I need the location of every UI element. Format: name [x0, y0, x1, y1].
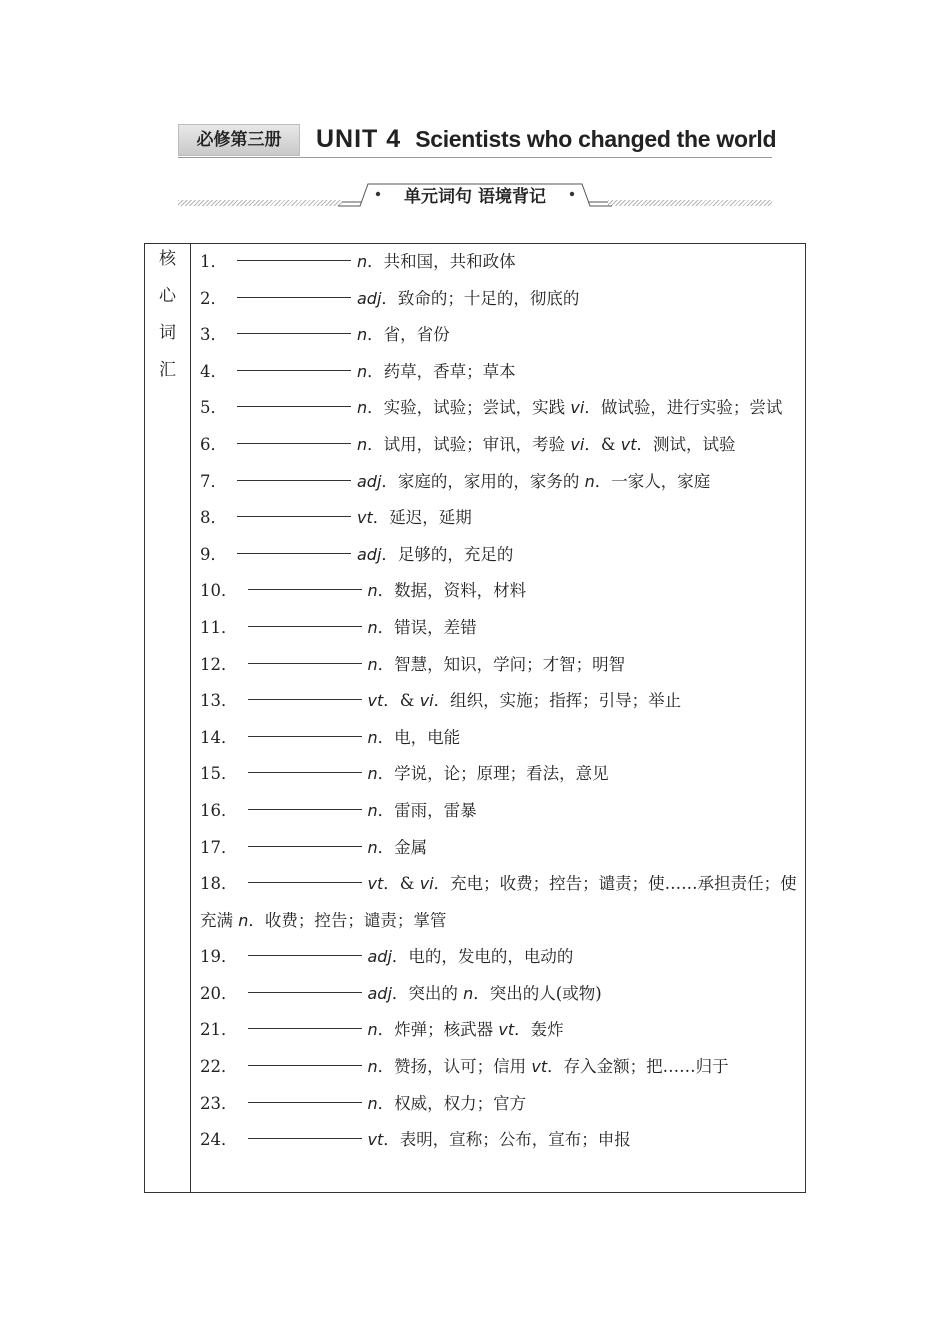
answer-blank[interactable]: [237, 405, 351, 407]
vocab-entry: [200, 427, 800, 464]
answer-blank[interactable]: [248, 1064, 362, 1066]
entry-definition: ．充电；收费；控告；谴责；使……承担责任；使充满: [200, 874, 797, 930]
vocab-entry: [200, 756, 800, 793]
part-of-speech: vt: [367, 874, 384, 894]
part-of-speech: n: [367, 837, 378, 857]
vocab-entry: [200, 830, 800, 867]
entry-definition: ．致命的；十足的，彻底的: [381, 288, 580, 308]
entry-number: 16．: [200, 800, 238, 820]
answer-blank[interactable]: [237, 552, 351, 554]
table-side-label: [145, 246, 190, 394]
entry-number: 14．: [200, 727, 238, 747]
entry-number: 3．: [200, 325, 227, 345]
part-of-speech: n: [367, 764, 378, 784]
entry-number: 15．: [200, 764, 238, 784]
unit-title: [316, 122, 776, 160]
vocab-entry: [200, 537, 800, 574]
entry-number: 24．: [200, 1130, 238, 1150]
part-of-speech: n: [367, 1093, 378, 1113]
part-of-speech: vt: [357, 508, 373, 528]
entry-definition: ．雷雨，雷暴: [377, 800, 477, 820]
entry-definition: ．试用，试验；审讯，考验: [367, 434, 571, 454]
entry-number: 4．: [200, 361, 227, 381]
answer-blank[interactable]: [248, 735, 362, 737]
entry-definition: ．&: [383, 691, 420, 711]
answer-blank[interactable]: [248, 1101, 362, 1103]
vocab-entry: [200, 244, 800, 281]
entry-definition: ．做试验，进行实验；尝试: [584, 398, 783, 418]
entry-definition: ．炸弹；核武器: [377, 1020, 499, 1040]
part-of-speech: adj: [357, 544, 382, 564]
vocab-entry: [200, 939, 800, 976]
part-of-speech: vi: [419, 874, 434, 894]
entry-definition: ．家庭的，家用的，家务的: [381, 471, 585, 491]
part-of-speech: adj: [357, 471, 382, 491]
part-of-speech: n: [357, 325, 368, 345]
entry-definition: ．药草，香草；草本: [367, 361, 516, 381]
part-of-speech: n: [367, 654, 378, 674]
answer-blank[interactable]: [237, 259, 351, 261]
vocab-entry: [200, 317, 800, 354]
entry-definition: ．智慧，知识，学问；才智；明智: [377, 654, 626, 674]
side-label-char: 核: [159, 249, 176, 269]
part-of-speech: adj: [357, 288, 382, 308]
answer-blank[interactable]: [248, 881, 362, 883]
entry-definition: ．足够的，充足的: [381, 544, 514, 564]
entry-number: 19．: [200, 947, 238, 967]
answer-blank[interactable]: [248, 1137, 362, 1139]
part-of-speech: n: [357, 361, 368, 381]
entry-definition: ．收费；控告；谴责；掌管: [248, 910, 447, 930]
entry-number: 12．: [200, 654, 238, 674]
part-of-speech: vt: [498, 1020, 515, 1040]
vocab-entry: [200, 464, 800, 501]
answer-blank[interactable]: [248, 625, 362, 627]
unit-name: Scientists who changed the world: [415, 126, 777, 152]
side-label-char: 词: [159, 323, 176, 343]
entry-definition: ．错误，差错: [377, 617, 477, 637]
entry-number: 21．: [200, 1020, 238, 1040]
part-of-speech: n: [367, 617, 378, 637]
entry-definition: ．轰炸: [514, 1020, 564, 1040]
entry-number: 17．: [200, 837, 238, 857]
part-of-speech: n: [357, 434, 368, 454]
part-of-speech: n: [238, 910, 249, 930]
entry-definition: ．权威，权力；官方: [377, 1093, 527, 1113]
part-of-speech: n: [357, 398, 368, 418]
vocabulary-entries: [200, 244, 800, 1159]
part-of-speech: n: [463, 983, 474, 1003]
vocab-entry: [200, 1086, 800, 1123]
entry-number: 10．: [200, 581, 238, 601]
entry-number: 22．: [200, 1057, 238, 1077]
answer-blank[interactable]: [248, 588, 362, 590]
vocab-entry: [200, 683, 800, 720]
entry-number: 11．: [200, 617, 238, 637]
entry-number: 1．: [200, 252, 227, 271]
entry-number: 13．: [200, 691, 238, 711]
part-of-speech: vi: [419, 691, 434, 711]
entry-number: 9．: [200, 544, 227, 564]
answer-blank[interactable]: [237, 369, 351, 371]
entry-definition: ．组织，实施；指挥；引导；举止: [433, 691, 682, 711]
answer-blank[interactable]: [248, 991, 362, 993]
part-of-speech: vi: [570, 434, 585, 454]
part-of-speech: vt: [620, 434, 637, 454]
header-rule: [178, 157, 772, 158]
entry-definition: ．电的，发电的，电动的: [391, 947, 574, 967]
answer-blank[interactable]: [248, 1027, 362, 1029]
answer-blank[interactable]: [248, 954, 362, 956]
section-banner: [178, 180, 772, 210]
answer-blank[interactable]: [237, 515, 351, 517]
entry-definition: ．学说，论；原理；看法，意见: [377, 764, 609, 784]
part-of-speech: n: [367, 1020, 378, 1040]
part-of-speech: n: [367, 1057, 378, 1077]
part-of-speech: vt: [367, 691, 384, 711]
answer-blank[interactable]: [237, 332, 351, 334]
answer-blank[interactable]: [248, 771, 362, 773]
entry-definition: ．省，省份: [367, 325, 450, 345]
answer-blank[interactable]: [248, 698, 362, 700]
vocab-entry: [200, 1122, 800, 1159]
entry-definition: ．延迟，延期: [372, 508, 472, 528]
entry-number: 6．: [200, 434, 227, 454]
entry-definition: ．数据，资料，材料: [377, 581, 527, 601]
entry-number: 7．: [200, 471, 227, 491]
entry-definition: ．突出的: [391, 983, 464, 1003]
answer-blank[interactable]: [237, 296, 351, 298]
entry-definition: ．电，电能: [377, 727, 461, 747]
vocab-entry: [200, 610, 800, 647]
unit-header: [178, 124, 777, 158]
table-column-divider: [190, 244, 191, 1192]
vocab-entry: [200, 573, 800, 610]
entry-number: 5．: [200, 398, 227, 418]
core-vocabulary-table: [144, 243, 806, 1193]
vocab-entry: [200, 390, 800, 427]
part-of-speech: vt: [367, 1130, 384, 1150]
vocab-entry: [200, 647, 800, 684]
entry-definition: ．&: [584, 434, 621, 454]
section-title: 单元词句 语境背记: [404, 187, 546, 207]
entry-number: 2．: [200, 288, 227, 308]
side-label-char: 心: [159, 286, 176, 306]
vocab-entry: [200, 354, 800, 391]
entry-definition: ．存入金额；把……归于: [547, 1057, 729, 1077]
part-of-speech: vi: [570, 398, 585, 418]
vocab-entry: [200, 281, 800, 318]
entry-number: 18．: [200, 874, 238, 894]
side-label-char: 汇: [159, 360, 176, 380]
part-of-speech: vt: [531, 1057, 548, 1077]
part-of-speech: adj: [367, 983, 392, 1003]
part-of-speech: adj: [367, 947, 392, 967]
vocab-entry: [200, 720, 800, 757]
entry-number: 23．: [200, 1093, 238, 1113]
entry-definition: ．赞扬，认可；信用: [377, 1057, 532, 1077]
answer-blank[interactable]: [237, 479, 351, 481]
part-of-speech: n: [367, 727, 378, 747]
entry-number: 20．: [200, 983, 238, 1003]
entry-definition: ．突出的人(或物): [473, 983, 602, 1003]
entry-number: 8．: [200, 508, 227, 528]
entry-definition: ．一家人，家庭: [594, 471, 711, 491]
part-of-speech: n: [367, 800, 378, 820]
part-of-speech: n: [584, 471, 595, 491]
answer-blank[interactable]: [248, 662, 362, 664]
vocab-entry: [200, 793, 800, 830]
vocab-entry: [200, 1049, 800, 1086]
entry-definition: ．共和国，共和政体: [367, 252, 516, 271]
answer-blank[interactable]: [248, 845, 362, 847]
entry-definition: ．金属: [377, 837, 428, 857]
entry-definition: ．测试，试验: [636, 434, 736, 454]
vocab-entry: [200, 1012, 800, 1049]
part-of-speech: n: [367, 581, 378, 601]
entry-definition: ．&: [383, 874, 420, 894]
answer-blank[interactable]: [237, 442, 351, 444]
vocab-entry: [200, 976, 800, 1013]
part-of-speech: n: [357, 252, 368, 271]
entry-definition: ．实验，试验；尝试，实践: [367, 398, 571, 418]
vocab-entry: [200, 866, 800, 939]
entry-definition: ．表明，宣称；公布，宣布；申报: [383, 1130, 631, 1150]
answer-blank[interactable]: [248, 808, 362, 810]
vocab-entry: [200, 500, 800, 537]
unit-number: UNIT 4: [316, 125, 402, 153]
book-volume-tag: 必修第三册: [178, 124, 300, 156]
